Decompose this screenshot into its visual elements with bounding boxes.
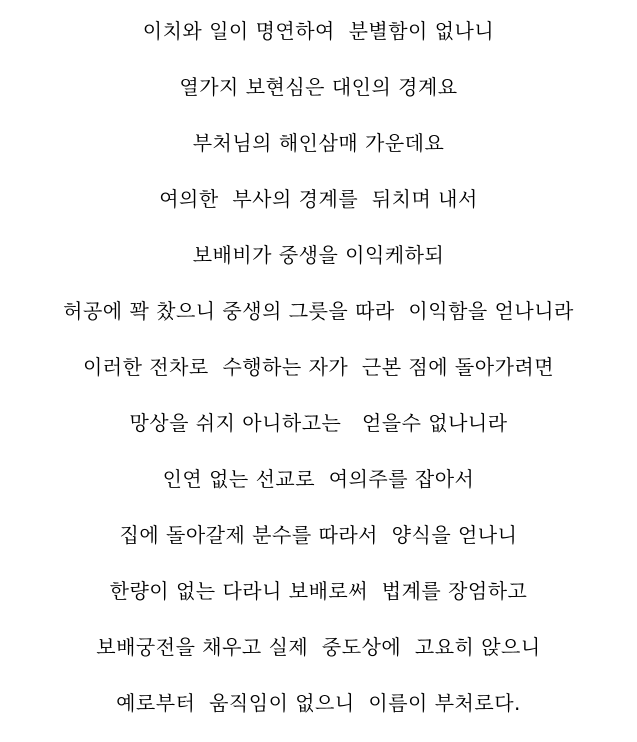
poem-line: 열가지 보현심은 대인의 경계요 — [179, 75, 458, 99]
poem-line: 허공에 꽉 찼으니 중생의 그릇을 따라 이익함을 얻나니라 — [63, 299, 574, 323]
poem-line: 인연 없는 선교로 여의주를 잡아서 — [162, 467, 475, 491]
poem-line: 여의한 부사의 경계를 뒤치며 내서 — [159, 187, 478, 211]
poem-line: 예로부터 움직임이 없으니 이름이 부처로다. — [116, 691, 521, 715]
poem-line: 망상을 쉬지 아니하고는 얻을수 없나니라 — [129, 411, 508, 435]
poem-line: 이치와 일이 명연하여 분별함이 없나니 — [142, 19, 495, 43]
poem-line: 한량이 없는 다라니 보배로써 법계를 장엄하고 — [109, 579, 528, 603]
poem-line: 부처님의 해인삼매 가운데요 — [192, 131, 445, 155]
poem-line: 보배궁전을 채우고 실제 중도상에 고요히 앉으니 — [96, 635, 541, 659]
poem-line: 이러한 전차로 수행하는 자가 근본 점에 돌아가려면 — [82, 355, 555, 379]
poem-line: 보배비가 중생을 이익케하되 — [192, 243, 445, 267]
poem-line: 집에 돌아갈제 분수를 따라서 양식을 얻나니 — [119, 523, 518, 547]
